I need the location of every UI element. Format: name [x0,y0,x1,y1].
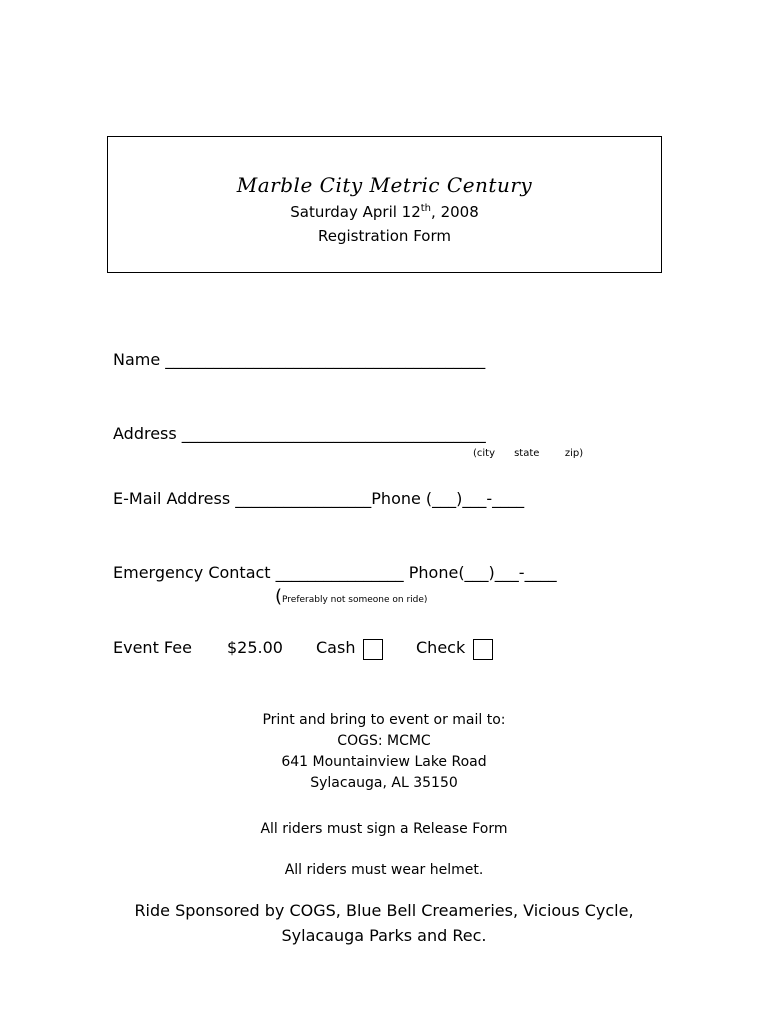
mail-city-state-zip: Sylacauga, AL 35150 [310,775,458,791]
sponsor-line-1: Ride Sponsored by COGS, Blue Bell Creameries, Vicious Cycle, [134,901,634,920]
date-year: , 2008 [431,203,479,221]
release-notice: All riders must sign a Release Form [260,821,508,837]
event-date [108,203,661,221]
form-title: Marble City Metric Century [236,173,533,197]
mail-recipient: COGS: MCMC [337,733,431,749]
cash-label: Cash [316,638,356,657]
email-phone-field[interactable]: E-Mail Address _________________Phone (___)___-____ [113,489,525,508]
emergency-note-paren: ( [275,586,283,607]
emergency-note [275,586,427,607]
helmet-notice: All riders must wear helmet. [284,862,484,878]
date-prefix: Saturday April 12 [290,203,421,221]
address-field[interactable]: Address ______________________________________ [113,424,486,443]
event-fee-amount: $25.00 [227,638,283,657]
check-label: Check [416,638,466,657]
date-ordinal: th [420,203,432,214]
header-box [107,136,662,273]
form-subtitle: Registration Form [317,227,451,245]
address-hint: (city state zip) [473,448,584,459]
sponsor-line-2: Sylacauga Parks and Rec. [281,926,487,945]
emergency-contact-field[interactable]: Emergency Contact ________________ Phone(___)___-____ [113,563,557,582]
name-field[interactable]: Name ________________________________________ [113,350,486,369]
emergency-note-text: Preferably not someone on ride) [282,595,428,605]
mail-street: 641 Mountainview Lake Road [281,754,487,770]
mail-instruction: Print and bring to event or mail to: [262,712,506,728]
event-fee-label: Event Fee [113,638,192,657]
check-checkbox[interactable] [473,639,493,660]
cash-checkbox[interactable] [363,639,383,660]
